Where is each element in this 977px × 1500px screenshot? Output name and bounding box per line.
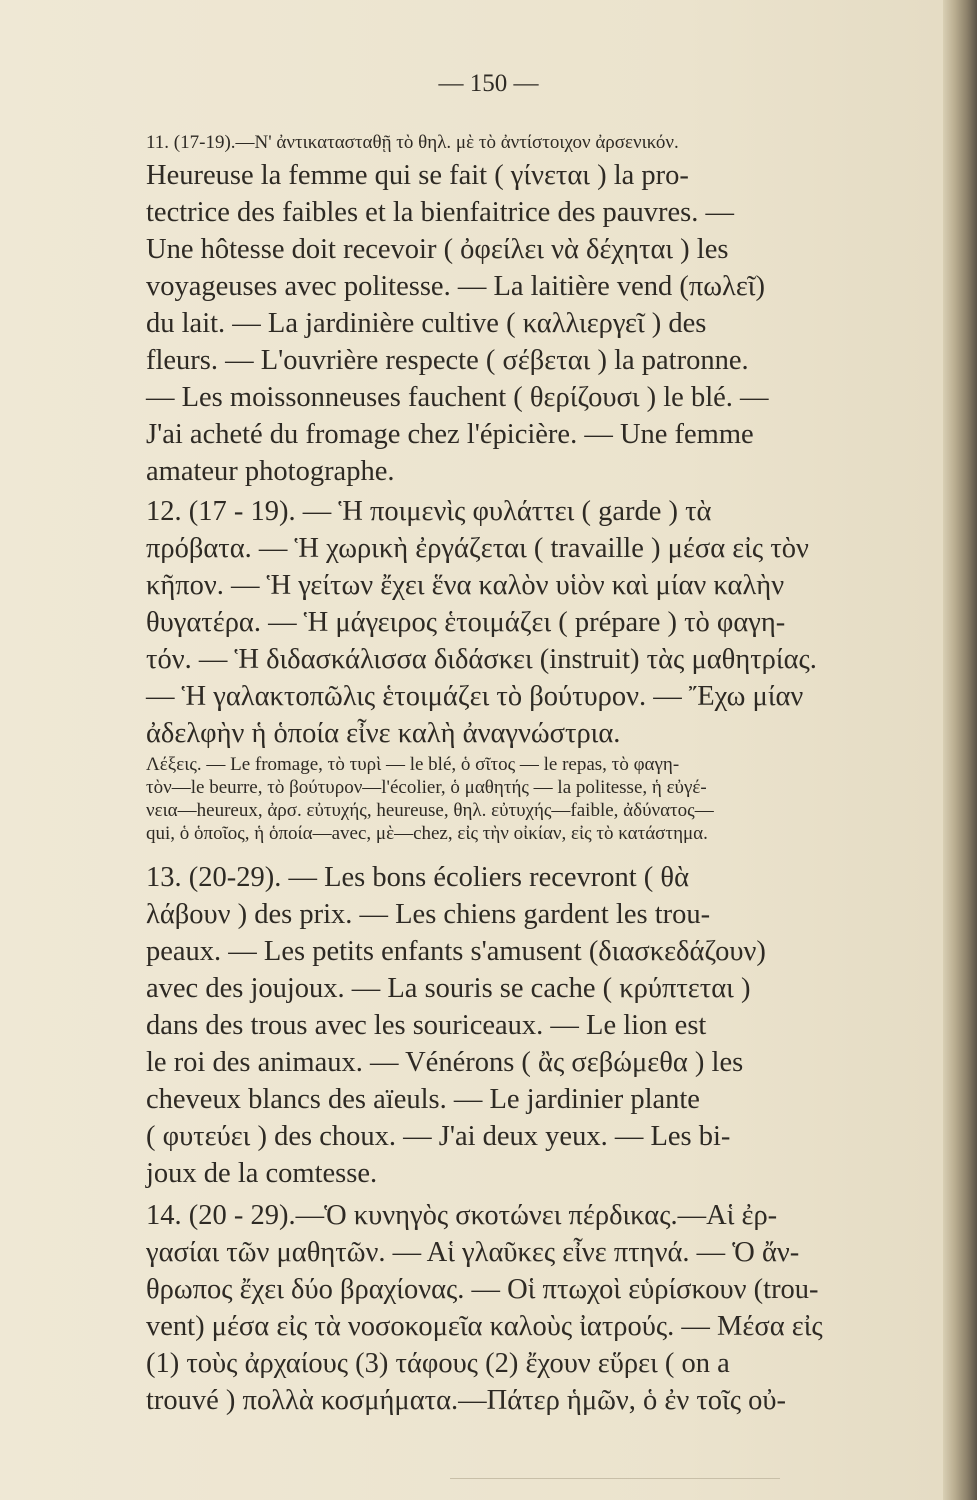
text-line: fleurs. — L'ouvrière respecte ( σέβεται ) la patronne.	[146, 345, 749, 376]
vocab-line: τὸν—le beurre, τὸ βούτυρον—l'écolier, ὁ μαθητής — la politesse, ἡ εὐγέ-	[146, 777, 707, 798]
text-line: τόν. — Ἡ διδασκάλισσα διδάσκει (instruit) τὰς μαθητρίας.	[146, 644, 817, 675]
text-line: θυγατέρα. — Ἡ μάγειρος ἑτοιμάζει ( prépare ) τὸ φαγη-	[146, 607, 786, 638]
text-line: κῆπον. — Ἡ γείτων ἔχει ἕνα καλὸν υἱὸν καὶ μίαν καλὴν	[146, 570, 785, 601]
text-line: ἀδελφὴν ἡ ὁποία εἶνε καλὴ ἀναγνώστρια.	[146, 718, 621, 749]
page-bottom-rule	[450, 1478, 780, 1479]
text-line: trouvé ) πολλὰ κοσμήματα.—Πάτερ ἡμῶν, ὁ ἐν τοῖς οὐ-	[146, 1385, 786, 1416]
text-line: Une hôtesse doit recevoir ( ὀφείλει νὰ δέχηται ) les	[146, 234, 729, 265]
text-line: voyageuses avec politesse. — La laitière vend (πωλεῖ)	[146, 271, 765, 302]
exercise-11-header: 11. (17-19).—Ν' ἀντικατασταθῇ τὸ θηλ. μὲ τὸ ἀντίστοιχον ἀρσενικόν.	[146, 132, 679, 153]
text-line: dans des trous avec les souriceaux. — Le lion est	[146, 1010, 707, 1041]
text-line: le roi des animaux. — Vénérons ( ἂς σεβώμεθα ) les	[146, 1047, 744, 1078]
text-line: amateur photographe.	[146, 456, 395, 487]
page-binding-edge	[943, 0, 977, 1500]
text-line: vent) μέσα εἰς τὰ νοσοκομεῖα καλοὺς ἰατρούς. — Μέσα εἰς	[146, 1311, 823, 1342]
text-line: cheveux blancs des aïeuls. — Le jardinier plante	[146, 1084, 700, 1115]
text-line: γασίαι τῶν μαθητῶν. — Αἱ γλαῦκες εἶνε πτηνά. — Ὁ ἄν-	[146, 1237, 800, 1268]
page-number: — 150 —	[438, 70, 539, 97]
text-line: 13. (20-29). — Les bons écoliers recevront ( θὰ	[146, 862, 690, 893]
text-line: (1) τοὺς ἀρχαίους (3) τάφους (2) ἔχουν εὕρει ( on a	[146, 1348, 730, 1379]
vocab-line: qui, ὁ ὁποῖος, ἡ ὁποία—avec, μὲ—chez, εἰς τὴν οἰκίαν, εἰς τὸ κατάστημα.	[146, 823, 708, 844]
vocab-line: νεια—heureux, ἀρσ. εὐτυχής, heureuse, θηλ. εὐτυχής—faible, ἀδύνατος—	[146, 800, 714, 821]
text-line: πρόβατα. — Ἡ χωρικὴ ἐργάζεται ( travaille ) μέσα εἰς τὸν	[146, 533, 809, 564]
text-line: θρωπος ἔχει δύο βραχίονας. — Οἱ πτωχοὶ εὑρίσκουν (trou-	[146, 1274, 819, 1305]
text-line: peaux. — Les petits enfants s'amusent (διασκεδάζουν)	[146, 936, 766, 967]
text-line: λάβουν ) des prix. — Les chiens gardent les trou-	[146, 899, 711, 930]
text-line: ( φυτεύει ) des choux. — J'ai deux yeux. — Les bi-	[146, 1121, 731, 1152]
text-line: — Ἡ γαλακτοπῶλις ἑτοιμάζει τὸ βούτυρον. — Ἔχω μίαν	[146, 681, 804, 712]
text-line: — Les moissonneuses fauchent ( θερίζουσι ) le blé. —	[146, 382, 769, 413]
text-line: du lait. — La jardinière cultive ( καλλιεργεῖ ) des	[146, 308, 707, 339]
text-line: 14. (20 - 29).—Ὁ κυνηγὸς σκοτώνει πέρδικας.—Αἱ ἐρ-	[146, 1200, 778, 1231]
text-line: Heureuse la femme qui se fait ( γίνεται ) la pro-	[146, 160, 689, 191]
text-line: avec des joujoux. — La souris se cache ( κρύπτεται )	[146, 973, 751, 1004]
vocab-line: Λέξεις. — Le fromage, τὸ τυρὶ — le blé, ὁ σῖτος — le repas, τὸ φαγη-	[146, 754, 680, 775]
text-line: 12. (17 - 19). — Ἡ ποιμενὶς φυλάττει ( garde ) τὰ	[146, 496, 712, 527]
text-line: J'ai acheté du fromage chez l'épicière. — Une femme	[146, 419, 754, 450]
text-line: tectrice des faibles et la bienfaitrice des pauvres. —	[146, 197, 734, 228]
text-line: joux de la comtesse.	[146, 1158, 378, 1189]
